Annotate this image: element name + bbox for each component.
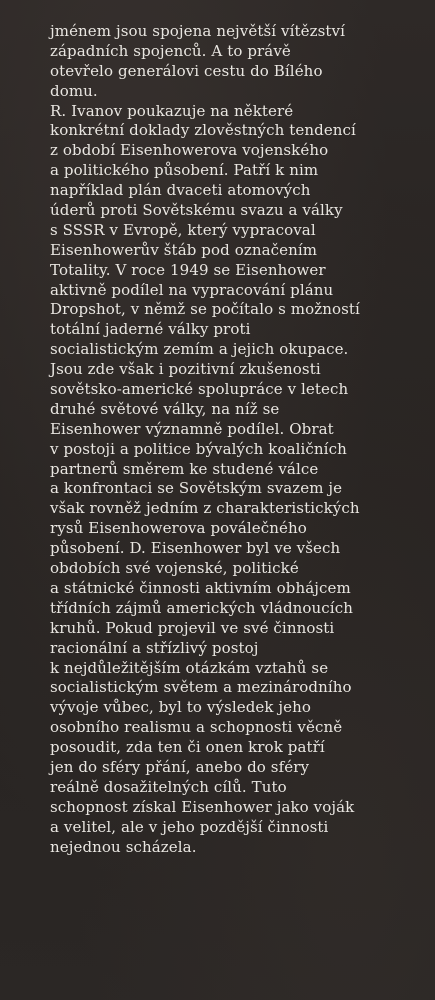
text-line: aktivně podílel na vypracování plánu — [50, 280, 334, 299]
text-line: k nejdůležitějším otázkám vztahů se — [50, 658, 329, 677]
text-line: vývoje vůbec, byl to výsledek jeho — [50, 698, 312, 717]
text-line: úderů proti Sovětskému svazu a války — [50, 201, 343, 220]
text-line: schopnost získal Eisenhower jako voják — [50, 797, 355, 816]
text-line: působení. D. Eisenhower byl ve všech — [50, 539, 341, 558]
text-line: Jsou zde však i pozitivní zkušenosti — [50, 360, 321, 379]
text-line: však rovněž jedním z charakteristických — [50, 499, 360, 518]
text-line: a velitel, ale v jeho pozdější činnosti — [50, 817, 329, 836]
cover-text-block — [50, 22, 410, 857]
text-line: západních spojenců. A to právě — [50, 41, 291, 60]
text-line: domu. — [50, 81, 98, 100]
text-line: totální jaderné války proti — [50, 320, 251, 339]
text-line: socialistickým zemím a jejich okupace. — [50, 340, 349, 359]
text-line: partnerů směrem ke studené válce — [50, 459, 319, 478]
text-line: rysů Eisenhowerova poválečného — [50, 519, 307, 538]
text-line: z období Eisenhowerova vojenského — [50, 141, 329, 160]
text-line: Dropshot, v němž se počítalo s možností — [50, 300, 360, 319]
text-line: třídních zájmů amerických vládnoucích — [50, 598, 353, 617]
text-line: obdobích své vojenské, politické — [50, 559, 299, 578]
text-line: Eisenhowerův štáb pod označením — [50, 240, 318, 259]
text-line: a státnické činnosti aktivním obhájcem — [50, 578, 351, 597]
text-line: druhé světové války, na níž se — [50, 399, 280, 418]
text-line: v postoji a politice bývalých koaličních — [50, 439, 347, 458]
text-line: Totality. V roce 1949 se Eisenhower — [50, 260, 326, 279]
text-line: reálně dosažitelných cílů. Tuto — [50, 777, 287, 796]
text-line: nejednou scházela. — [50, 837, 197, 856]
text-line: posoudit, zda ten či onen krok patří — [50, 738, 325, 757]
text-line: konkrétní doklady zlověstných tendencí — [50, 121, 356, 140]
text-line: R. Ivanov poukazuje na některé — [50, 101, 294, 120]
text-line: a konfrontaci se Sovětským svazem je — [50, 479, 343, 498]
text-line: kruhů. Pokud projevil ve své činnosti — [50, 618, 335, 637]
text-line: racionální a střízlivý postoj — [50, 638, 259, 657]
text-line: sovětsko-americké spolupráce v letech — [50, 380, 349, 399]
text-line: otevřelo generálovi cestu do Bílého — [50, 61, 323, 80]
text-line: s SSSR v Evropě, který vypracoval — [50, 220, 316, 239]
text-line: osobního realismu a schopnosti věcně — [50, 718, 343, 737]
text-line: Eisenhower významně podílel. Obrat — [50, 419, 334, 438]
text-line: jen do sféry přání, anebo do sféry — [50, 757, 310, 776]
text-line: jménem jsou spojena největší vítězství — [50, 22, 346, 40]
text-line: například plán dvaceti atomových — [50, 181, 311, 200]
text-line: socialistickým světem a mezinárodního — [50, 678, 352, 697]
text-line: a politického působení. Patří k nim — [50, 161, 319, 180]
